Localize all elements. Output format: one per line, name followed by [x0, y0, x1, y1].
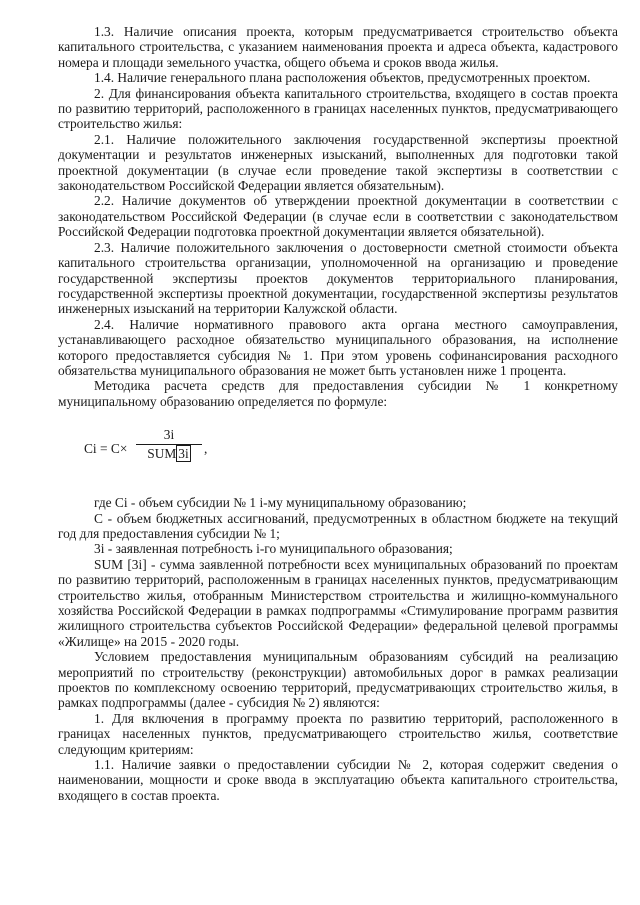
formula-fraction [136, 427, 202, 461]
subsidy-formula [84, 421, 618, 483]
paragraph-1: 1. Для включения в программу проекта по развитию территорий, расположенного в границах населенных пунктов, предусматривающего строительство жилья, соответствие следующим критериям: [58, 710, 618, 757]
paragraph-2-1: 2.1. Наличие положительного заключения государственной экспертизы проектной документации и результатов инженерных изысканий, выполненных для подготовки такой проектной документации (в случае если проведение такой экспертизы в соответствии с законодательством Российской Федерации является обязательным). [58, 131, 618, 194]
formula-lhs: Ci = C× [84, 441, 128, 457]
paragraph-def-c: С - объем бюджетных ассигнований, предусмотренных в областном бюджете на текущий год для предоставления субсидии № 1; [58, 510, 618, 541]
formula-suffix: , [204, 441, 208, 457]
paragraph-2-3: 2.3. Наличие положительного заключения о достоверности сметной стоимости объекта капитального строительства организации, уполномоченной на организацию и проведение государственной экспертизы проектов документов территориального планирования, государственной экспертизы проектной документации, государственной экспертизы результатов инженерных изысканий на территории Калужской области. [58, 239, 618, 317]
paragraph-def-sum: SUM [3i] - сумма заявленной потребности всех муниципальных образований по проектам по развитию территорий, расположенным в границах населенных пунктов, предусматривающим строительство жилья, отобранным Министерством строительства и жилищно-коммунального хозяйства Российской Федерации в рамках подпрограммы «Стимулирование программ развития жилищного строительства субъектов Российской Федерации» федеральной целевой программы «Жилище» на 2015 - 2020 годы. [58, 556, 618, 649]
paragraph-1-4: 1.4. Наличие генерального плана расположения объектов, предусмотренных проектом. [94, 70, 591, 86]
formula-den-inner: 3i [178, 445, 189, 461]
paragraph-def-ci: где Ci - объем субсидии № 1 i-му муниципальному образованию; [94, 495, 467, 511]
paragraph-1-3: 1.3. Наличие описания проекта, которым предусматривается строительство объекта капитального строительства, с указанием наименования проекта и адреса объекта, кадастрового номера и площади земельного участка, общего объема и сроков ввода жилья. [58, 24, 618, 70]
formula-den-prefix: SUM [147, 445, 177, 461]
document-body [58, 24, 618, 803]
formula-numerator: 3i [136, 427, 202, 444]
paragraph-def-3i: 3i - заявленная потребность i-го муниципального образования; [94, 541, 453, 557]
formula-denominator [136, 445, 202, 461]
paragraph-2: 2. Для финансирования объекта капитального строительства, входящего в состав проекта по развитию территорий, расположенного в границах населенных пунктов, предусматривающего строительство жилья: [58, 85, 618, 132]
paragraph-2-4: 2.4. Наличие нормативного правового акта органа местного самоуправления, устанавливающего расходное обязательство муниципального образования, на исполнение которого предоставляется субсидия № 1. При этом уровень софинансирования расходного обязательства муниципального образования не может быть установлен ниже 1 процента. [58, 316, 618, 378]
paragraph-condition: Условием предоставления муниципальным образованиям субсидий на реализацию мероприятий по строительству (реконструкции) автомобильных дорог в рамках реализации проектов по комплексному освоению территорий, предусматривающих строительство жилья, в рамках подпрограммы (далее - субсидия № 2) являются: [58, 649, 618, 711]
paragraph-method: Методика расчета средств для предоставления субсидии № 1 конкретному муниципальному образованию определяется по формуле: [58, 378, 618, 409]
paragraph-1-1: 1.1. Наличие заявки о предоставлении субсидии № 2, которая содержит сведения о наименовании, мощности и сроке ввода в эксплуатацию объекта капитального строительства, входящего в состав проекта. [58, 757, 618, 803]
paragraph-2-2: 2.2. Наличие документов об утверждении проектной документации в соответствии с законодательством Российской Федерации (в случае если в соответствии с законодательством Российской Федерации подготовка проектной документации является обязательной). [58, 193, 618, 240]
